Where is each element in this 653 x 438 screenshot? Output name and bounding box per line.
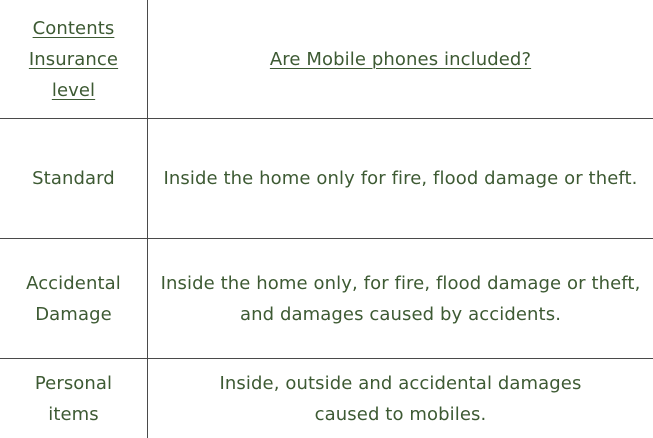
header-insurance-level	[0, 0, 147, 118]
coverage-standard: Inside the home only for fire, flood damage or theft.	[163, 168, 638, 189]
table-header-row	[0, 0, 653, 118]
header-mobile-phones-text: Are Mobile phones included?	[269, 48, 532, 70]
coverage-accidental-damage: Inside the home only, for fire, flood damage or theft, and damages caused by accidents.	[160, 272, 641, 325]
row-divider	[0, 118, 653, 119]
coverage-personal-items: Inside, outside and accidental damages caused to mobiles.	[219, 372, 582, 425]
level-standard: Standard	[32, 168, 115, 189]
coverage-cell	[148, 239, 653, 358]
level-personal-items: Personal items	[34, 372, 113, 425]
row-divider	[0, 238, 653, 239]
coverage-cell	[148, 119, 653, 238]
level-cell	[0, 119, 147, 238]
level-cell	[0, 239, 147, 358]
coverage-cell	[148, 359, 653, 438]
table-row	[0, 359, 653, 438]
table-row	[0, 239, 653, 358]
level-cell	[0, 359, 147, 438]
column-divider	[147, 0, 148, 438]
level-accidental-damage: Accidental Damage	[26, 272, 121, 325]
row-divider	[0, 358, 653, 359]
header-insurance-level-text: Contents Insurance level	[28, 17, 119, 101]
table-row	[0, 119, 653, 238]
header-mobile-phones	[148, 0, 653, 118]
